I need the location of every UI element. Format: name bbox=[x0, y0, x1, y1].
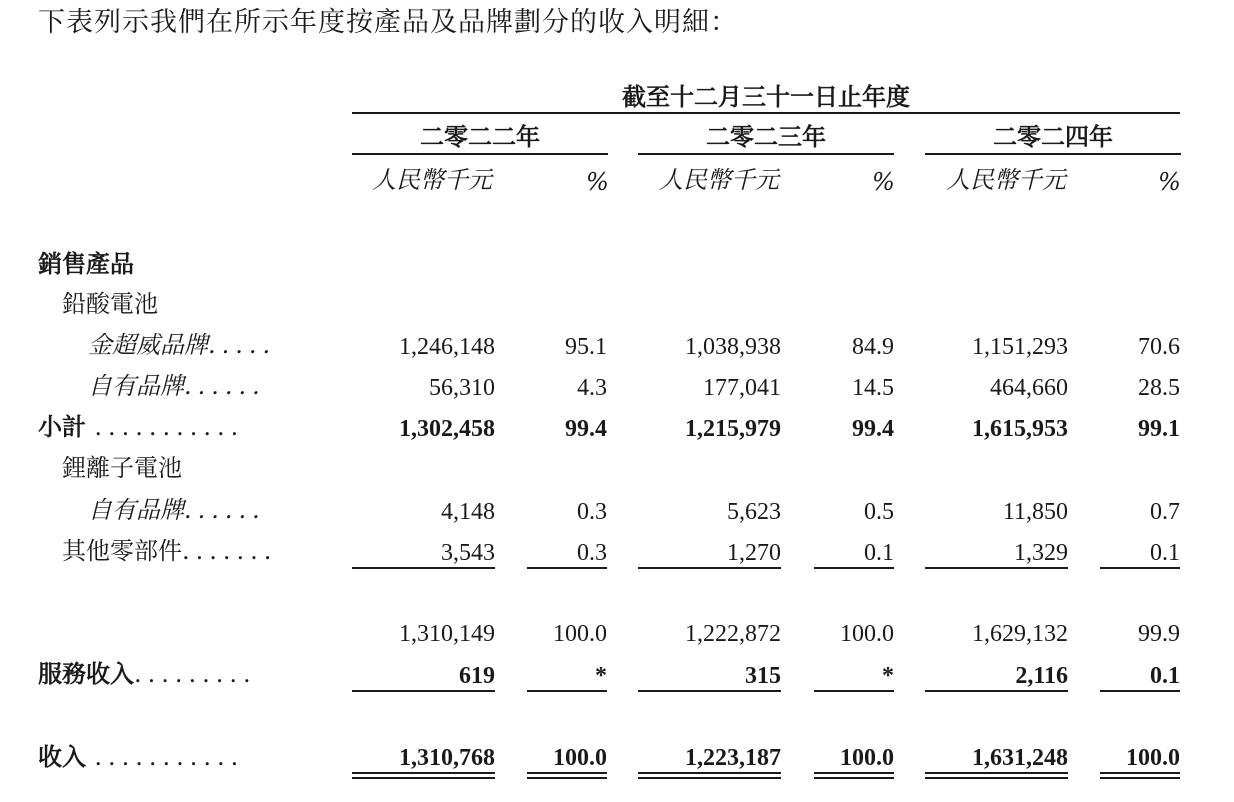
cell-other-parts-2023: 1,270 bbox=[727, 540, 781, 566]
cell-products-total-2022: 1,310,149 bbox=[399, 621, 495, 647]
year-2024-header: 二零二四年 bbox=[993, 122, 1113, 151]
rule-other-2023 bbox=[638, 567, 781, 569]
cell-subtotal-2024-pct: 99.1 bbox=[1138, 416, 1180, 442]
cell-subtotal-2023: 1,215,979 bbox=[685, 416, 781, 442]
cell-own-brand-lead-2024: 464,660 bbox=[990, 375, 1068, 401]
cell-service-2024-pct: 0.1 bbox=[1150, 663, 1180, 689]
cell-subtotal-2023-pct: 99.4 bbox=[852, 416, 894, 442]
cell-revenue-2023-pct: 100.0 bbox=[840, 745, 894, 771]
double-rule-2024-a bbox=[925, 772, 1068, 774]
row-label-revenue: 收入 ........... bbox=[38, 742, 245, 771]
row-label-own-brand-lead: 自有品牌...... bbox=[88, 372, 266, 400]
period-header: 截至十二月三十一日止年度 bbox=[622, 82, 910, 111]
cell-revenue-2023: 1,223,187 bbox=[685, 745, 781, 771]
unit-pct-2022: % bbox=[586, 168, 609, 196]
cell-service-2023-pct: * bbox=[882, 663, 894, 689]
cell-own-brand-lithium-2023-pct: 0.5 bbox=[864, 499, 894, 525]
cell-own-brand-lead-2022: 56,310 bbox=[429, 375, 495, 401]
double-rule-2023-pct-a bbox=[814, 772, 894, 774]
cell-service-2024: 2,116 bbox=[1015, 663, 1068, 689]
double-rule-2022-b bbox=[352, 777, 495, 779]
rule-service-2024 bbox=[925, 690, 1068, 692]
cell-products-total-2022-pct: 100.0 bbox=[553, 621, 607, 647]
rule-other-2023-pct bbox=[814, 567, 894, 569]
cell-own-brand-lithium-2022-pct: 0.3 bbox=[577, 499, 607, 525]
rule-service-2022-pct bbox=[527, 690, 607, 692]
rule-service-2023 bbox=[638, 690, 781, 692]
cell-products-total-2024-pct: 99.9 bbox=[1138, 621, 1180, 647]
cell-revenue-2022-pct: 100.0 bbox=[553, 745, 607, 771]
cell-subtotal-2022: 1,302,458 bbox=[399, 416, 495, 442]
double-rule-2023-a bbox=[638, 772, 781, 774]
cell-own-brand-lead-2023-pct: 14.5 bbox=[852, 375, 894, 401]
cell-jinchaowei-2024: 1,151,293 bbox=[972, 334, 1068, 360]
cell-other-parts-2022: 3,543 bbox=[441, 540, 495, 566]
intro-text: 下表列示我們在所示年度按產品及品牌劃分的收入明細： bbox=[38, 7, 738, 38]
cell-subtotal-2022-pct: 99.4 bbox=[565, 416, 607, 442]
cell-products-total-2023: 1,222,872 bbox=[685, 621, 781, 647]
year-2022-header: 二零二二年 bbox=[420, 122, 540, 151]
cell-own-brand-lead-2024-pct: 28.5 bbox=[1138, 375, 1180, 401]
year-2023-header: 二零二三年 bbox=[706, 122, 826, 151]
row-label-service: 服務收入......... bbox=[38, 659, 257, 688]
cell-jinchaowei-2024-pct: 70.6 bbox=[1138, 334, 1180, 360]
header-rule bbox=[352, 112, 1180, 114]
rule-other-2022-pct bbox=[527, 567, 607, 569]
double-rule-2023-b bbox=[638, 777, 781, 779]
double-rule-2024-b bbox=[925, 777, 1068, 779]
cell-jinchaowei-2022: 1,246,148 bbox=[399, 334, 495, 360]
rule-service-2022 bbox=[352, 690, 495, 692]
double-rule-2022-pct-a bbox=[527, 772, 607, 774]
cell-subtotal-2024: 1,615,953 bbox=[972, 416, 1068, 442]
cell-jinchaowei-2023: 1,038,938 bbox=[685, 334, 781, 360]
cell-own-brand-lithium-2024-pct: 0.7 bbox=[1150, 499, 1180, 525]
cell-service-2023: 315 bbox=[745, 663, 781, 689]
cell-own-brand-lead-2022-pct: 4.3 bbox=[577, 375, 607, 401]
double-rule-2024-pct-a bbox=[1100, 772, 1180, 774]
year-2024-rule bbox=[925, 153, 1181, 155]
cell-products-total-2023-pct: 100.0 bbox=[840, 621, 894, 647]
cell-revenue-2022: 1,310,768 bbox=[399, 745, 495, 771]
unit-pct-2023: % bbox=[872, 168, 895, 196]
rule-other-2024-pct bbox=[1100, 567, 1180, 569]
cell-service-2022: 619 bbox=[459, 663, 495, 689]
sales-section-label: 銷售產品 bbox=[38, 249, 134, 278]
cell-jinchaowei-2023-pct: 84.9 bbox=[852, 334, 894, 360]
rule-other-2024 bbox=[925, 567, 1068, 569]
rule-service-2024-pct bbox=[1100, 690, 1180, 692]
double-rule-2023-pct-b bbox=[814, 777, 894, 779]
unit-rmb-2022: 人民幣千元 bbox=[372, 166, 492, 194]
year-2023-rule bbox=[638, 153, 894, 155]
cell-own-brand-lithium-2023: 5,623 bbox=[727, 499, 781, 525]
row-label-own-brand-lithium: 自有品牌...... bbox=[88, 496, 266, 524]
row-label-other-parts: 其他零部件....... bbox=[62, 537, 278, 565]
double-rule-2022-pct-b bbox=[527, 777, 607, 779]
rule-other-2022 bbox=[352, 567, 495, 569]
unit-pct-2024: % bbox=[1158, 168, 1181, 196]
cell-products-total-2024: 1,629,132 bbox=[972, 621, 1068, 647]
row-label-jinchaowei: 金超威品牌..... bbox=[88, 331, 277, 359]
cell-other-parts-2023-pct: 0.1 bbox=[864, 540, 894, 566]
cell-other-parts-2022-pct: 0.3 bbox=[577, 540, 607, 566]
unit-rmb-2023: 人民幣千元 bbox=[659, 166, 779, 194]
cell-revenue-2024: 1,631,248 bbox=[972, 745, 1068, 771]
cell-other-parts-2024-pct: 0.1 bbox=[1150, 540, 1180, 566]
unit-rmb-2024: 人民幣千元 bbox=[946, 166, 1066, 194]
cell-own-brand-lead-2023: 177,041 bbox=[703, 375, 781, 401]
cell-service-2022-pct: * bbox=[595, 663, 607, 689]
double-rule-2022-a bbox=[352, 772, 495, 774]
year-2022-rule bbox=[352, 153, 608, 155]
cell-other-parts-2024: 1,329 bbox=[1014, 540, 1068, 566]
cell-own-brand-lithium-2022: 4,148 bbox=[441, 499, 495, 525]
cell-revenue-2024-pct: 100.0 bbox=[1126, 745, 1180, 771]
rule-service-2023-pct bbox=[814, 690, 894, 692]
lead-acid-label: 鉛酸電池 bbox=[62, 290, 158, 318]
row-label-subtotal: 小計 ........... bbox=[38, 412, 245, 441]
cell-own-brand-lithium-2024: 11,850 bbox=[1002, 499, 1068, 525]
double-rule-2024-pct-b bbox=[1100, 777, 1180, 779]
lithium-label: 鋰離子電池 bbox=[62, 454, 182, 482]
cell-jinchaowei-2022-pct: 95.1 bbox=[565, 334, 607, 360]
